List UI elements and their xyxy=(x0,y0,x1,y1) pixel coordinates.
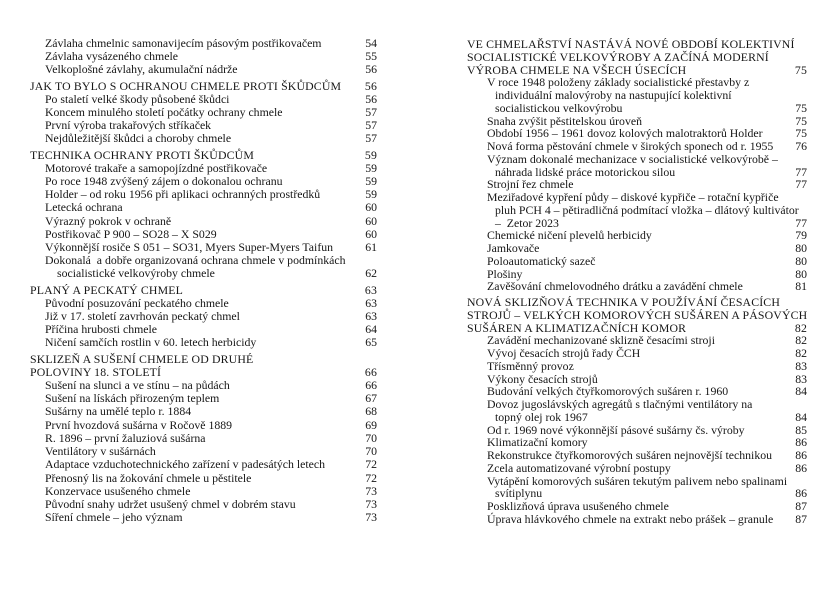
toc-entry-text: Třísměnný provoz xyxy=(487,358,574,373)
toc-line xyxy=(30,201,377,214)
toc-entry-text: Plošiny xyxy=(487,266,523,281)
toc-line xyxy=(467,360,807,373)
toc-entry-text: Úprava hlávkového chmele na extrakt nebo prášek – granule xyxy=(487,511,774,526)
toc-page-number: 73 xyxy=(365,496,377,511)
toc-page-number: 65 xyxy=(365,335,377,350)
toc-page-number: 63 xyxy=(364,282,377,297)
toc-page-number: 63 xyxy=(365,309,377,324)
toc-heading-text: SOCIALISTICKÉ VELKOVÝROBY A ZAČÍNÁ MODERNÍ xyxy=(467,49,769,64)
toc-entry-text: Motorové trakaře a samopojízdné postřikovače xyxy=(45,160,268,175)
toc-entry-text: R. 1896 – první žaluziová sušárna xyxy=(45,430,206,445)
toc-page-number: 59 xyxy=(364,147,377,162)
toc-line xyxy=(30,63,377,76)
toc-line xyxy=(467,89,807,102)
toc-line xyxy=(467,462,807,475)
toc-line xyxy=(30,405,377,418)
toc-entry-text: Jamkovače xyxy=(487,241,540,255)
toc-page-number: 76 xyxy=(795,139,807,153)
toc-line xyxy=(30,336,377,349)
toc-page-number: 59 xyxy=(365,160,377,175)
toc-line xyxy=(467,102,807,115)
toc-line xyxy=(467,255,807,268)
toc-entry-text: Ničení samčích rostlin v 60. letech herbicidy xyxy=(45,335,257,350)
toc-page-number: 82 xyxy=(794,320,807,335)
toc-page-number: 82 xyxy=(795,333,807,348)
toc-page-number: 75 xyxy=(795,113,807,128)
toc-entry-text: Poloautomatický sazeč xyxy=(487,253,596,268)
toc-entry-text: Posklizňová úprava usušeného chmele xyxy=(487,499,669,513)
toc-heading-text: SUŠÁREN A KLIMATIZAČNÍCH KOMOR xyxy=(467,320,687,335)
toc-page-number: 61 xyxy=(365,240,377,255)
toc-page-number: 79 xyxy=(795,228,807,243)
toc-page-number: 57 xyxy=(365,131,377,146)
toc-page-number: 77 xyxy=(795,177,807,192)
toc-page-number: 70 xyxy=(365,444,377,459)
toc-page-number: 75 xyxy=(795,100,807,115)
toc-page-number: 86 xyxy=(795,486,807,501)
toc-line xyxy=(30,353,377,366)
toc-line xyxy=(30,485,377,498)
toc-page-number: 68 xyxy=(365,404,377,419)
toc-entry-text: Nejdůležitější škůdci a choroby chmele xyxy=(45,131,232,146)
toc-page-number: 73 xyxy=(365,510,377,525)
toc-page-number: 87 xyxy=(795,499,807,513)
toc-entry-text: V roce 1948 položeny základy socialistické přestavby z xyxy=(487,75,750,90)
toc-heading-text: TECHNIKA OCHRANY PROTI ŠKŮDCŮM xyxy=(30,147,254,162)
toc-entry-text: Sušení na slunci a ve stínu – na půdách xyxy=(45,378,230,393)
toc-heading-text: VÝROBA CHMELE NA VŠECH ÚSECÍCH xyxy=(467,62,687,77)
toc-entry-text: Výrazný pokrok v ochraně xyxy=(45,213,172,228)
toc-entry-text: Adaptace vzduchotechnického zařízení v padesátých letech xyxy=(45,457,326,472)
toc-entry-text: Vývoj česacích strojů řady ČCH xyxy=(487,346,641,360)
toc-page-number: 83 xyxy=(795,371,807,386)
toc-entry-text: Od r. 1969 nové výkonnější pásové sušárny čs. výroby xyxy=(487,422,745,437)
toc-entry-text: Meziřadové kypření půdy – diskové kypřiče – rotační kypřiče xyxy=(487,190,779,204)
toc-page-number: 70 xyxy=(365,430,377,445)
toc-page-number: 67 xyxy=(365,391,377,406)
toc-entry-text: Ventilátory v sušárnách xyxy=(45,444,156,459)
toc-entry-text: Konzervace usušeného chmele xyxy=(45,483,191,498)
toc-page-number: 75 xyxy=(794,62,807,77)
toc-page-number: 80 xyxy=(795,241,807,255)
toc-entry-text: Síření chmele – jeho význam xyxy=(45,510,183,525)
toc-page-number: 83 xyxy=(795,358,807,373)
toc-line xyxy=(467,513,807,526)
toc-column-right xyxy=(467,38,807,526)
toc-line xyxy=(467,242,807,255)
toc-heading-text: VE CHMELAŘSTVÍ NASTÁVÁ NOVÉ OBDOBÍ KOLEKTIVNÍ xyxy=(467,37,795,51)
toc-page-number: 62 xyxy=(365,266,377,281)
toc-page-number: 59 xyxy=(365,187,377,202)
toc-line xyxy=(467,296,807,309)
toc-entry-text: Koncem minulého století počátky ochrany chmele xyxy=(45,105,283,120)
toc-page-number: 66 xyxy=(365,378,377,393)
toc-entry-text: socialistické velkovýroby chmele xyxy=(57,266,215,281)
toc-line xyxy=(30,215,377,228)
toc-entry-text: – Zetor 2023 xyxy=(495,215,559,230)
toc-page-number: 80 xyxy=(795,266,807,281)
toc-page-number: 84 xyxy=(795,384,807,399)
toc-column-left xyxy=(30,37,377,524)
toc-line xyxy=(467,500,807,513)
toc-entry-text: Již v 17. století zavrhován peckatý chmel xyxy=(45,309,240,324)
toc-line xyxy=(467,411,807,424)
toc-entry-text: Chemické ničení plevelů herbicidy xyxy=(487,228,652,243)
toc-page-number: 56 xyxy=(365,62,377,77)
toc-line xyxy=(30,419,377,432)
toc-entry-text: Přenosný lis na žokování chmele u pěstitele xyxy=(45,470,252,485)
toc-line xyxy=(30,284,377,297)
toc-entry-text: Původní posuzování peckatého chmele xyxy=(45,295,229,310)
toc-entry-text: Závlaha vysázeného chmele xyxy=(45,49,178,64)
toc-entry-text: Zavádění mechanizované sklizně česacími stroji xyxy=(487,333,715,348)
toc-entry-text: Rekonstrukce čtyřkomorových sušáren nejnovější technikou xyxy=(487,448,773,462)
toc-heading-text: STROJŮ – VELKÝCH KOMOROVÝCH SUŠÁREN A PÁSOVÝCH xyxy=(467,307,808,322)
toc-line xyxy=(30,80,377,93)
toc-line xyxy=(467,191,807,204)
toc-page-number: 63 xyxy=(365,295,377,310)
toc-line xyxy=(30,472,377,485)
toc-heading-text: SKLIZEŇ A SUŠENÍ CHMELE OD DRUHÉ xyxy=(30,351,254,366)
toc-line xyxy=(467,347,807,360)
toc-entry-text: Velkoplošné závlahy, akumulační nádrže xyxy=(45,62,238,77)
toc-page-number: 60 xyxy=(365,226,377,241)
toc-page-number: 57 xyxy=(365,118,377,133)
toc-page-number: 77 xyxy=(795,215,807,230)
toc-page-number: 60 xyxy=(365,213,377,228)
toc-entry-text: Po roce 1948 zvýšený zájem o dokonalou ochranu xyxy=(45,174,283,189)
toc-entry-text: Letecká ochrana xyxy=(45,200,123,215)
toc-line xyxy=(467,309,807,322)
toc-entry-text: Nová forma pěstování chmele v širokých sponech od r. 1955 xyxy=(487,139,774,153)
toc-heading-text: PLANÝ A PECKATÝ CHMEL xyxy=(30,282,183,297)
toc-page-number: 82 xyxy=(795,346,807,360)
toc-entry-text: Klimatizační komory xyxy=(487,435,588,450)
toc-entry-text: Závlaha chmelnic samonavijecím pásovým postřikovačem xyxy=(45,36,322,50)
toc-entry-text: Význam dokonalé mechanizace v socialistické velkovýrobě – xyxy=(487,151,778,166)
toc-page-number: 80 xyxy=(795,253,807,268)
toc-entry-text: Dovoz jugoslávských agregátů s tlačnými ventilátory na xyxy=(487,397,753,411)
toc-page-number: 56 xyxy=(365,91,377,106)
toc-heading-text: POLOVINY 18. STOLETÍ xyxy=(30,364,162,379)
toc-line xyxy=(30,511,377,524)
toc-entry-text: Strojní řez chmele xyxy=(487,177,574,192)
toc-line xyxy=(467,153,807,166)
toc-page-number: 72 xyxy=(365,470,377,485)
toc-entry-text: Po staletí velké škody působené škůdci xyxy=(45,91,230,106)
toc-page-number: 86 xyxy=(795,448,807,462)
toc-line xyxy=(30,267,377,280)
toc-line xyxy=(467,140,807,153)
toc-page-number: 86 xyxy=(795,435,807,450)
toc-entry-text: náhrada lidské práce motorickou silou xyxy=(495,164,676,179)
toc-line xyxy=(467,51,807,64)
toc-line xyxy=(467,204,807,217)
toc-page-number: 54 xyxy=(365,36,377,50)
toc-entry-text: Holder – od roku 1956 při aplikaci ochranných prostředků xyxy=(45,187,321,202)
toc-line xyxy=(467,398,807,411)
toc-page-number: 86 xyxy=(795,460,807,475)
toc-line xyxy=(30,149,377,162)
toc-entry-text: Období 1956 – 1961 dovoz kolových malotraktorů Holder xyxy=(487,126,763,141)
toc-page-number: 85 xyxy=(795,422,807,437)
toc-entry-text: První výroba trakařových stříkaček xyxy=(45,118,212,133)
toc-page-number: 59 xyxy=(365,174,377,189)
toc-line xyxy=(467,38,807,51)
toc-page-number: 56 xyxy=(364,78,377,93)
toc-entry-text: Sušárny na umělé teplo r. 1884 xyxy=(45,404,192,419)
toc-line xyxy=(30,132,377,145)
toc-entry-text: Výkonnější rosiče S 051 – SO31, Myers Super-Myers Taifun xyxy=(45,240,334,255)
toc-page-number: 73 xyxy=(365,483,377,498)
toc-page-number: 72 xyxy=(365,457,377,472)
toc-page-number: 84 xyxy=(795,409,807,424)
toc-entry-text: Zavěšování chmelovodného drátku a zavádění chmele xyxy=(487,279,743,294)
toc-entry-text: Zcela automatizované výrobní postupy xyxy=(487,460,671,475)
toc-line xyxy=(467,280,807,293)
toc-page-number: 75 xyxy=(795,126,807,141)
toc-entry-text: První hvozdová sušárna v Ročově 1889 xyxy=(45,417,233,432)
toc-page-number: 57 xyxy=(365,105,377,120)
toc-entry-text: Vytápění komorových sušáren tekutým palivem nebo spalinami xyxy=(487,473,788,488)
toc-entry-text: individuální malovýroby na nastupující kolektivní xyxy=(495,88,732,102)
toc-entry-text: Původní snahy udržet usušený chmel v dobrém stavu xyxy=(45,496,296,511)
toc-page-number: 87 xyxy=(795,511,807,526)
toc-entry-text: Budování velkých čtyřkomorových sušáren r. 1960 xyxy=(487,384,729,399)
toc-heading-text: JAK TO BYLO S OCHRANOU CHMELE PROTI ŠKŮDCŮM xyxy=(30,78,342,93)
toc-page-number: 81 xyxy=(795,279,807,294)
toc-page-number: 64 xyxy=(365,322,377,337)
toc-page-number: 66 xyxy=(364,364,377,379)
toc-page-number: 69 xyxy=(365,417,377,432)
toc-entry-text: Výkony česacích strojů xyxy=(487,371,598,386)
toc-entry-text: topný olej rok 1967 xyxy=(495,409,588,424)
toc-entry-text: Snaha zvýšit pěstitelskou úroveň xyxy=(487,113,642,128)
toc-entry-text: Sušení na lískách přirozeným teplem xyxy=(45,391,220,406)
toc-heading-text: NOVÁ SKLIZŇOVÁ TECHNIKA V POUŽÍVÁNÍ ČESACÍCH xyxy=(467,295,780,309)
toc-entry-text: Dokonalá a dobře organizovaná ochrana chmele v podmínkách xyxy=(45,253,346,268)
toc-entry-text: svítiplynu xyxy=(495,486,543,501)
toc-entry-text: pluh PCH 4 – pětiradličná podmítací vložka – dlátový kultivátor xyxy=(495,202,799,217)
toc-entry-text: Postřikovač P 900 – SO28 – X S029 xyxy=(45,226,217,241)
toc-page-number: 55 xyxy=(365,49,377,64)
toc-page-number: 77 xyxy=(795,164,807,179)
toc-entry-text: socialistickou velkovýrobu xyxy=(495,100,623,115)
toc-entry-text: Příčina hrubosti chmele xyxy=(45,322,158,337)
toc-line xyxy=(30,458,377,471)
toc-line xyxy=(467,449,807,462)
toc-page-number: 60 xyxy=(365,200,377,215)
